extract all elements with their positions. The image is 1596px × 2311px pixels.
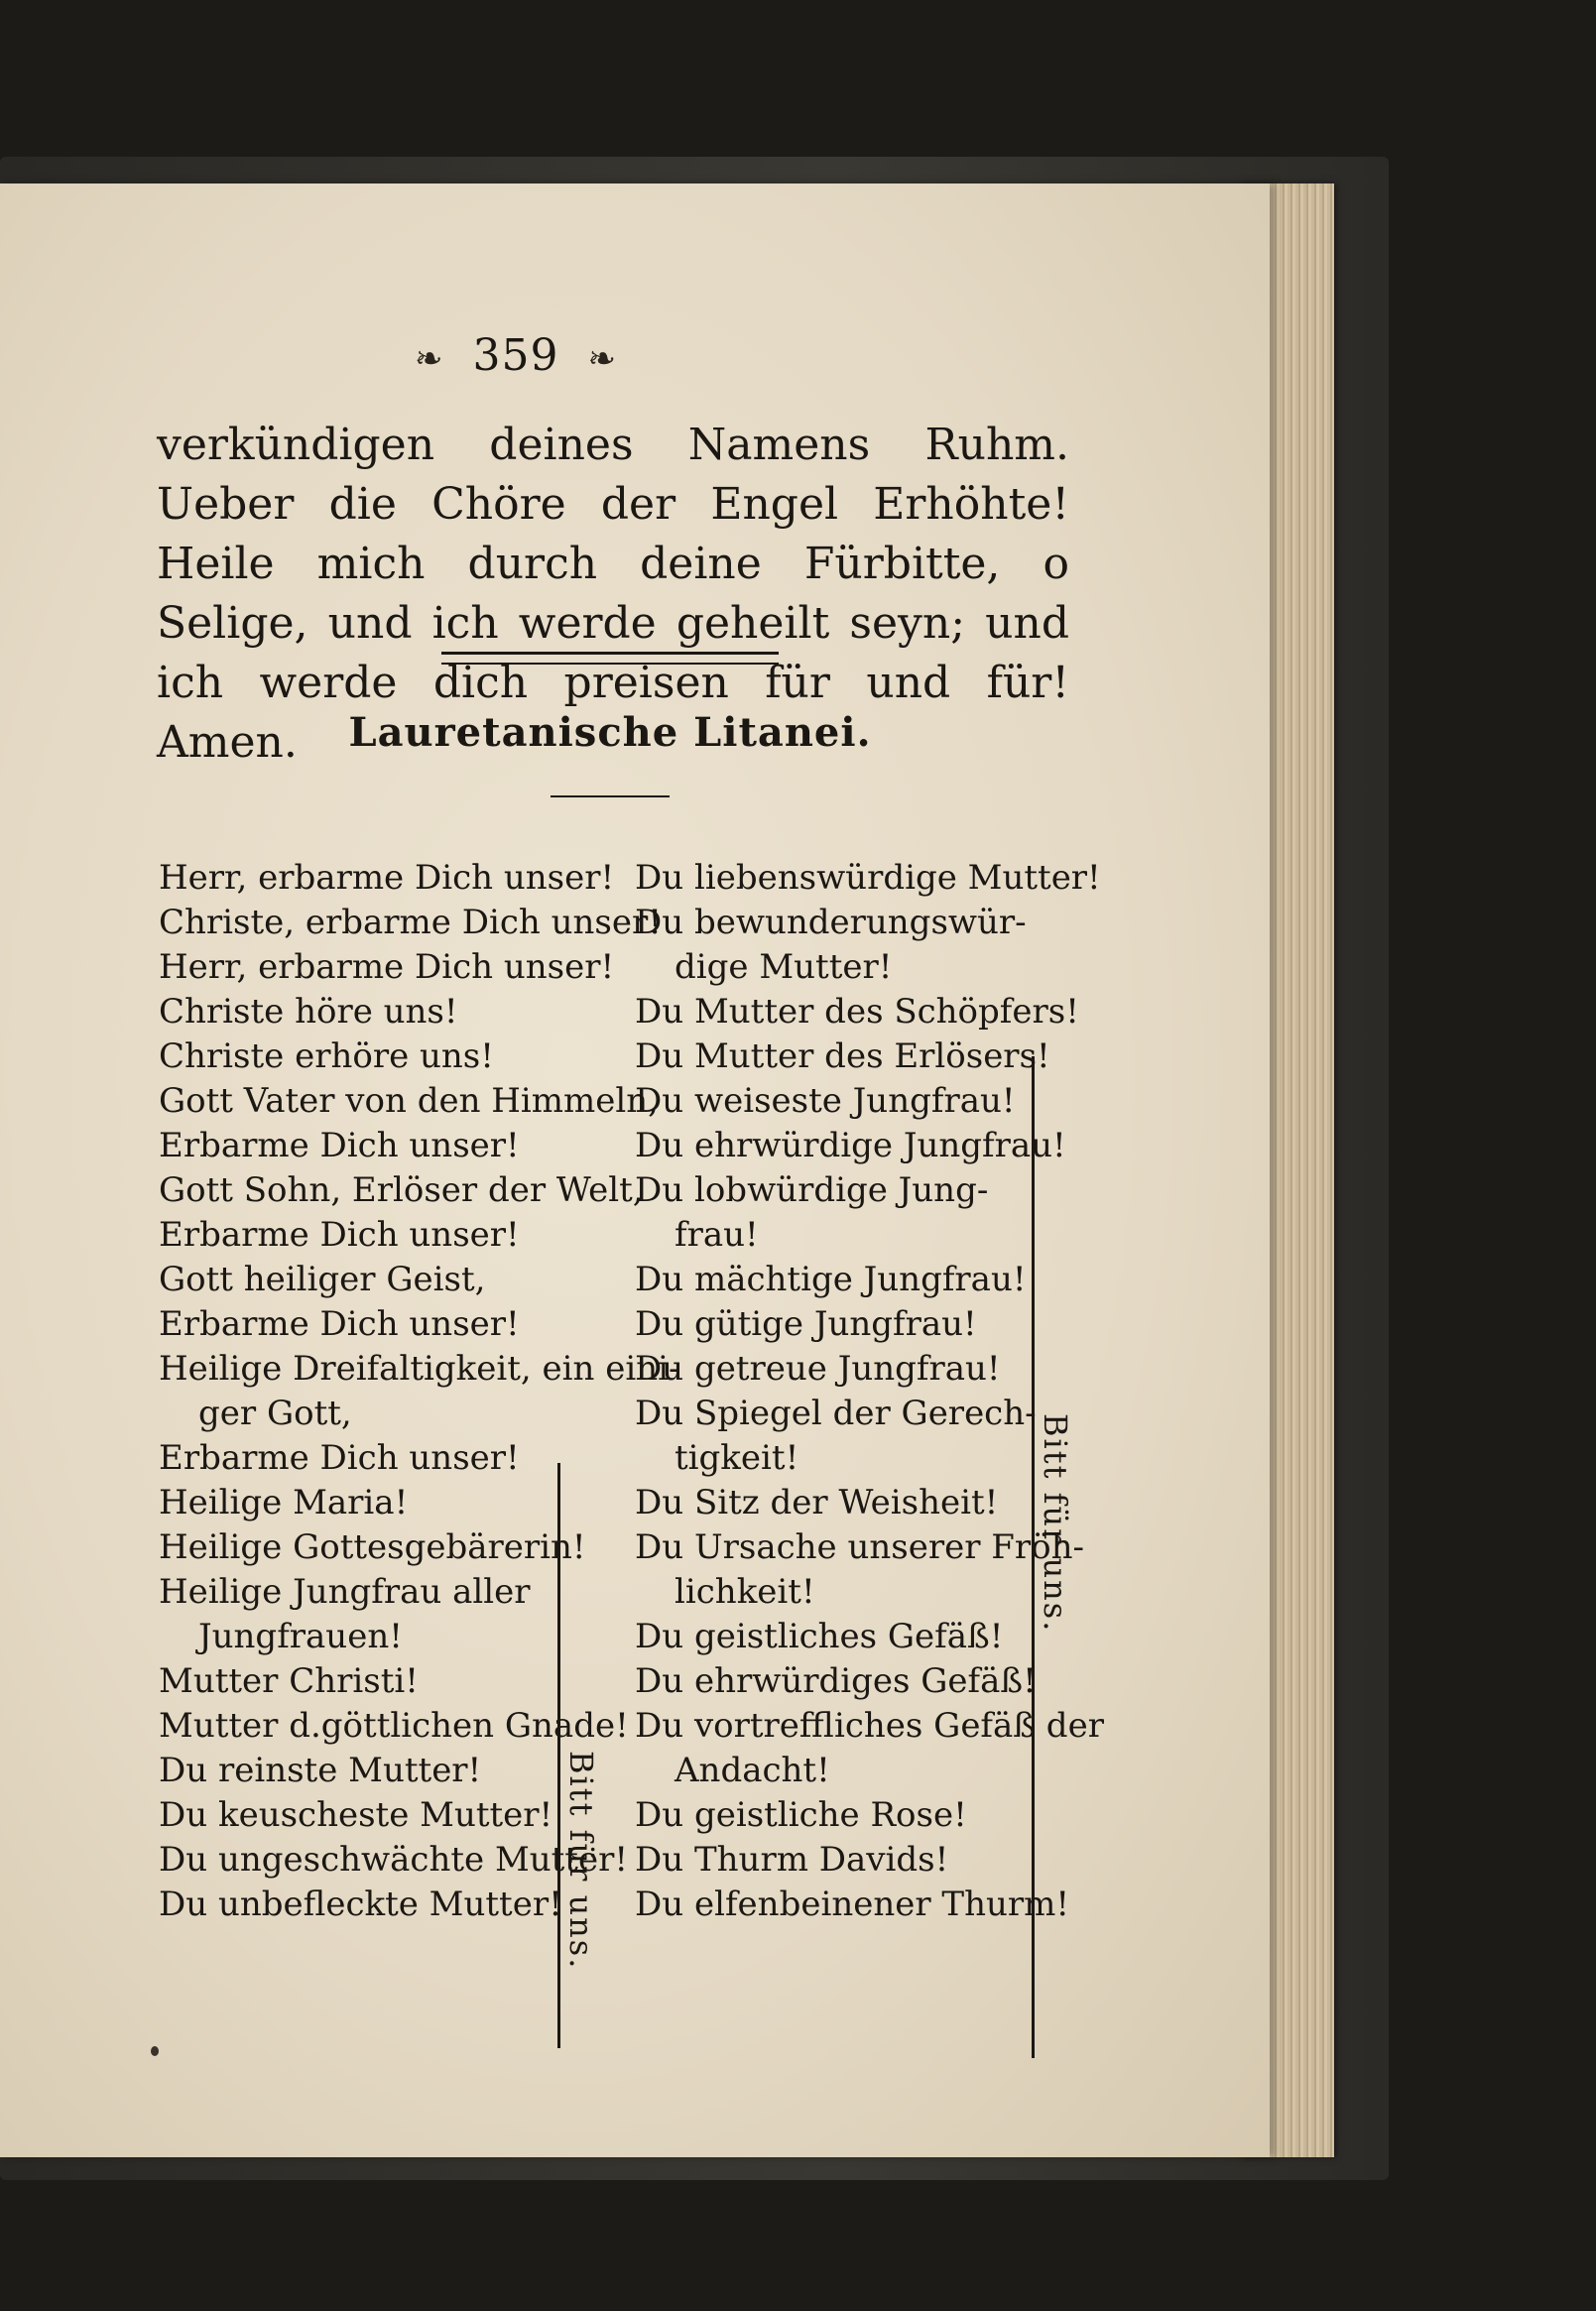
right-response-label: Bitt für uns. — [1037, 1413, 1074, 1634]
litany-line: Du Thurm Davids! — [635, 1840, 949, 1880]
left-response-bracket — [557, 1463, 560, 2048]
litany-line: Mutter d.göttlichen Gnade! — [159, 1706, 629, 1746]
litany-line: Du vortreffliches Gefäß der — [635, 1706, 1104, 1746]
right-response-bracket — [1032, 1056, 1035, 2058]
litany-line: Du geistliche Rose! — [635, 1795, 967, 1835]
closing-paragraph: verkündigen deines Namens Ruhm. Ueber die Chöre der Engel Erhöhte! Heile mich durch deine Fürbitte, o Selige, und ich werde geheilt seyn; und ich werde dich preisen für und für! Amen. — [157, 420, 1069, 768]
litany-line: Erbarme Dich unser! — [159, 1438, 520, 1478]
book-page — [0, 183, 1270, 2157]
litany-line: Du liebenswürdige Mutter! — [635, 858, 1101, 898]
litany-line: Du ehrwürdige Jungfrau! — [635, 1126, 1066, 1165]
litany-line: frau! — [675, 1215, 759, 1255]
litany-line: Du Mutter des Schöpfers! — [635, 992, 1079, 1032]
litany-line: Andacht! — [675, 1751, 830, 1790]
litany-line: Erbarme Dich unser! — [159, 1304, 520, 1344]
litany-line: Du geistliches Gefäß! — [635, 1617, 1004, 1656]
page-number: 359 — [472, 330, 559, 381]
litany-line: Erbarme Dich unser! — [159, 1126, 520, 1165]
litany-line: Erbarme Dich unser! — [159, 1215, 520, 1255]
litany-line: Jungfrauen! — [198, 1617, 403, 1656]
litany-line: Christe erhöre uns! — [159, 1036, 494, 1076]
litany-line: Gott Vater von den Himmeln, — [159, 1081, 659, 1121]
litany-left-column — [159, 856, 679, 1927]
litany-line: Herr, erbarme Dich unser! — [159, 858, 615, 898]
litany-line: Du Ursache unserer Fröh- — [635, 1527, 1084, 1567]
litany-line: Du unbefleckte Mutter! — [159, 1885, 562, 1924]
page-header — [0, 330, 1032, 381]
litany-line: Du ehrwürdiges Gefäß! — [635, 1661, 1037, 1701]
litany-line: Christe höre uns! — [159, 992, 458, 1032]
litany-line: dige Mutter! — [675, 947, 893, 987]
ornament-left-icon: ❧ — [415, 339, 444, 379]
litany-line: Gott Sohn, Erlöser der Welt, — [159, 1170, 644, 1210]
double-rule-divider — [441, 652, 779, 665]
litany-line: Heilige Dreifaltigkeit, ein eini- — [159, 1349, 680, 1389]
left-response-label: Bitt für uns. — [562, 1751, 600, 1971]
litany-line: Heilige Gottesgebärerin! — [159, 1527, 586, 1567]
litany-line: Du Spiegel der Gerech- — [635, 1394, 1037, 1433]
litany-line: Christe, erbarme Dich unser! — [159, 903, 662, 942]
litany-line: Du reinste Mutter! — [159, 1751, 482, 1790]
litany-line: Herr, erbarme Dich unser! — [159, 947, 615, 987]
litany-line: Du ungeschwächte Mutter! — [159, 1840, 629, 1880]
litany-line: Du bewunderungswür- — [635, 903, 1027, 942]
litany-line: Du getreue Jungfrau! — [635, 1349, 1001, 1389]
litany-line: Du Mutter des Erlösers! — [635, 1036, 1050, 1076]
litany-heading: Lauretanische Litanei. — [348, 709, 872, 756]
litany-line: tigkeit! — [675, 1438, 799, 1478]
ink-spot — [151, 2046, 159, 2056]
litany-line: Du mächtige Jungfrau! — [635, 1260, 1027, 1299]
litany-line: Du keuscheste Mutter! — [159, 1795, 553, 1835]
litany-line: Du Sitz der Weisheit! — [635, 1483, 999, 1522]
litany-line: Du gütige Jungfrau! — [635, 1304, 977, 1344]
litany-line: Heilige Jungfrau aller — [159, 1572, 531, 1612]
short-rule-divider — [551, 795, 670, 797]
litany-line: Heilige Maria! — [159, 1483, 409, 1522]
litany-line: Mutter Christi! — [159, 1661, 419, 1701]
ornament-right-icon: ❧ — [587, 339, 617, 379]
litany-line: Gott heiliger Geist, — [159, 1260, 486, 1299]
litany-line: Du elfenbeinener Thurm! — [635, 1885, 1070, 1924]
litany-line: ger Gott, — [198, 1394, 352, 1433]
litany-line: lichkeit! — [675, 1572, 815, 1612]
litany-line: Du lobwürdige Jung- — [635, 1170, 989, 1210]
litany-line: Du weiseste Jungfrau! — [635, 1081, 1016, 1121]
